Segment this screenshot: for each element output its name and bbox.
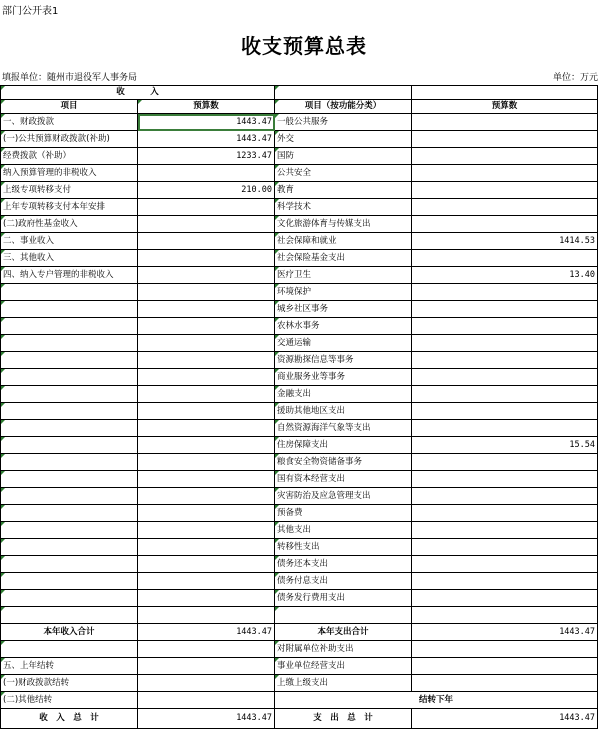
expense-value[interactable]: [412, 658, 598, 675]
table-row: [1, 641, 598, 658]
expense-value[interactable]: [412, 352, 598, 369]
expense-value[interactable]: [412, 318, 598, 335]
expense-item[interactable]: 教育: [275, 182, 412, 199]
table-row: [1, 420, 598, 437]
table-row: [1, 692, 598, 709]
income-value[interactable]: [138, 199, 275, 216]
income-item[interactable]: [1, 386, 138, 403]
expense-value[interactable]: [412, 607, 598, 624]
income-item[interactable]: 经费拨款（补助）: [1, 148, 138, 165]
income-header: 收 入: [1, 86, 275, 100]
income-value[interactable]: [138, 386, 275, 403]
expense-item[interactable]: 资源勘探信息等事务: [275, 352, 412, 369]
expense-item[interactable]: 对附属单位补助支出: [275, 641, 412, 658]
col-budget: 预算数: [138, 100, 275, 114]
income-item[interactable]: [1, 301, 138, 318]
expense-item[interactable]: 事业单位经营支出: [275, 658, 412, 675]
table-row: [1, 250, 598, 267]
expense-item[interactable]: 城乡社区事务: [275, 301, 412, 318]
table-row: [1, 165, 598, 182]
table-row: [1, 471, 598, 488]
expense-item[interactable]: 国防: [275, 148, 412, 165]
expense-value[interactable]: 1414.53: [412, 233, 598, 250]
expense-item[interactable]: 外交: [275, 131, 412, 148]
income-value[interactable]: [138, 250, 275, 267]
table-row: [1, 318, 598, 335]
income-value[interactable]: [138, 675, 275, 692]
expense-item[interactable]: 环境保护: [275, 284, 412, 301]
expense-item[interactable]: 社会保险基金支出: [275, 250, 412, 267]
income-value[interactable]: [138, 573, 275, 590]
income-value[interactable]: [138, 522, 275, 539]
expense-item[interactable]: 其他支出: [275, 522, 412, 539]
income-value[interactable]: [138, 301, 275, 318]
budget-table: [0, 85, 598, 729]
expense-item[interactable]: 金融支出: [275, 386, 412, 403]
income-item[interactable]: [1, 556, 138, 573]
table-row: [1, 114, 598, 131]
expense-item[interactable]: 一般公共服务: [275, 114, 412, 131]
income-item[interactable]: [1, 505, 138, 522]
income-item[interactable]: [1, 607, 138, 624]
income-value[interactable]: [138, 420, 275, 437]
expense-item[interactable]: 商业服务业等事务: [275, 369, 412, 386]
total-expense-value[interactable]: 1443.47: [412, 624, 598, 641]
table-row: [1, 267, 598, 284]
expense-item[interactable]: 债务还本支出: [275, 556, 412, 573]
expense-value[interactable]: [412, 216, 598, 233]
expense-item[interactable]: 文化旅游体育与传媒支出: [275, 216, 412, 233]
expense-value[interactable]: [412, 471, 598, 488]
income-item[interactable]: [1, 403, 138, 420]
grand-expense-label[interactable]: 支 出 总 计: [275, 709, 412, 729]
expense-value[interactable]: [412, 114, 598, 131]
expense-value[interactable]: [412, 420, 598, 437]
expense-value[interactable]: [412, 488, 598, 505]
col-item: 项目: [1, 100, 138, 114]
income-item[interactable]: 一、财政拨款: [1, 114, 138, 131]
income-value[interactable]: [138, 488, 275, 505]
income-item[interactable]: [1, 471, 138, 488]
expense-item[interactable]: 灾害防治及应急管理支出: [275, 488, 412, 505]
table-row: [1, 556, 598, 573]
expense-item[interactable]: 社会保障和就业: [275, 233, 412, 250]
income-item[interactable]: [1, 352, 138, 369]
expense-item[interactable]: 预备费: [275, 505, 412, 522]
table-row: [1, 505, 598, 522]
table-row: [1, 454, 598, 471]
income-value[interactable]: [138, 369, 275, 386]
expense-value[interactable]: [412, 641, 598, 658]
expense-value[interactable]: [412, 522, 598, 539]
table-row: [1, 590, 598, 607]
income-value[interactable]: [138, 607, 275, 624]
expense-item[interactable]: 粮食安全物资储备事务: [275, 454, 412, 471]
table-row: [1, 522, 598, 539]
expense-item[interactable]: 债务发行费用支出: [275, 590, 412, 607]
expense-item[interactable]: 上缴上级支出: [275, 675, 412, 692]
income-item[interactable]: [1, 420, 138, 437]
expense-value[interactable]: [412, 182, 598, 199]
money-unit: 单位：万元: [552, 73, 598, 83]
table-row: [1, 199, 598, 216]
income-item[interactable]: 二、事业收入: [1, 233, 138, 250]
expense-value[interactable]: [412, 556, 598, 573]
income-item[interactable]: [1, 641, 138, 658]
income-item[interactable]: 五、上年结转: [1, 658, 138, 675]
grand-income-value[interactable]: 1443.47: [138, 709, 275, 729]
total-income-value[interactable]: 1443.47: [138, 624, 275, 641]
filler-unit: 填报单位：随州市退役军人事务局: [2, 73, 138, 83]
expense-item[interactable]: 债务付息支出: [275, 573, 412, 590]
income-value[interactable]: [138, 556, 275, 573]
expense-value[interactable]: 15.54: [412, 437, 598, 454]
carry-next-label[interactable]: 结转下年: [275, 692, 598, 709]
income-item[interactable]: [1, 522, 138, 539]
table-row: [1, 301, 598, 318]
total-expense-label[interactable]: 本年支出合计: [275, 624, 412, 641]
income-value[interactable]: [138, 471, 275, 488]
table-row: [1, 607, 598, 624]
expense-value[interactable]: [412, 284, 598, 301]
income-value[interactable]: [138, 216, 275, 233]
income-value[interactable]: [138, 352, 275, 369]
expense-value[interactable]: [412, 148, 598, 165]
table-row: [1, 386, 598, 403]
income-item[interactable]: (一)公共预算财政拨款(补助): [1, 131, 138, 148]
income-item[interactable]: [1, 369, 138, 386]
other-carry-label[interactable]: (二)其他结转: [1, 692, 138, 709]
col-item-func: 项目（按功能分类）: [275, 100, 412, 114]
income-value[interactable]: [138, 454, 275, 471]
income-value[interactable]: [138, 437, 275, 454]
page-title: 收支预算总表: [241, 34, 367, 58]
income-item[interactable]: [1, 488, 138, 505]
income-item[interactable]: [1, 590, 138, 607]
expense-value[interactable]: [412, 573, 598, 590]
table-row: [1, 216, 598, 233]
expense-value[interactable]: [412, 539, 598, 556]
expense-item[interactable]: 自然资源海洋气象等支出: [275, 420, 412, 437]
expense-value[interactable]: [412, 369, 598, 386]
expense-item[interactable]: [275, 607, 412, 624]
table-row: [1, 539, 598, 556]
table-row: [1, 488, 598, 505]
grand-income-label[interactable]: 收 入 总 计: [1, 709, 138, 729]
expense-value[interactable]: [412, 165, 598, 182]
income-item[interactable]: 三、其他收入: [1, 250, 138, 267]
expense-value[interactable]: [412, 403, 598, 420]
expense-value[interactable]: [412, 386, 598, 403]
income-item[interactable]: 上年专项转移支付本年安排: [1, 199, 138, 216]
expense-item[interactable]: 医疗卫生: [275, 267, 412, 284]
income-item[interactable]: (一)财政拨款结转: [1, 675, 138, 692]
income-item[interactable]: 四、纳入专户管理的非税收入: [1, 267, 138, 284]
income-value[interactable]: [138, 233, 275, 250]
col-budget2: 预算数: [412, 100, 598, 114]
expense-item[interactable]: 转移性支出: [275, 539, 412, 556]
table-row: [1, 437, 598, 454]
expense-value[interactable]: [412, 335, 598, 352]
table-row: [1, 335, 598, 352]
sheet-label: 部门公开表1: [2, 6, 59, 17]
table-row: [1, 284, 598, 301]
table-row: [1, 403, 598, 420]
expense-item[interactable]: 农林水事务: [275, 318, 412, 335]
income-item[interactable]: 纳入预算管理的非税收入: [1, 165, 138, 182]
table-row: [1, 131, 598, 148]
table-row: [1, 369, 598, 386]
income-value[interactable]: [138, 318, 275, 335]
income-item[interactable]: [1, 454, 138, 471]
income-value[interactable]: [138, 658, 275, 675]
income-value[interactable]: [138, 284, 275, 301]
income-value[interactable]: [138, 539, 275, 556]
expense-value[interactable]: [412, 199, 598, 216]
other-carry-value[interactable]: [138, 692, 275, 709]
income-value[interactable]: 1443.47: [138, 131, 275, 148]
income-value[interactable]: [138, 641, 275, 658]
income-value[interactable]: 210.00: [138, 182, 275, 199]
income-value[interactable]: 1443.47: [138, 114, 275, 131]
income-value[interactable]: [138, 590, 275, 607]
expense-header-blank: [275, 86, 412, 100]
expense-item[interactable]: 国有资本经营支出: [275, 471, 412, 488]
income-value[interactable]: [138, 403, 275, 420]
table-row: [1, 573, 598, 590]
expense-item[interactable]: 住房保障支出: [275, 437, 412, 454]
income-item[interactable]: [1, 335, 138, 352]
expense-value[interactable]: [412, 131, 598, 148]
income-item[interactable]: [1, 318, 138, 335]
income-value[interactable]: [138, 267, 275, 284]
income-item[interactable]: [1, 437, 138, 454]
grand-expense-value[interactable]: 1443.47: [412, 709, 598, 729]
expense-item[interactable]: 科学技术: [275, 199, 412, 216]
income-item[interactable]: [1, 539, 138, 556]
expense-item[interactable]: 公共安全: [275, 165, 412, 182]
expense-value[interactable]: [412, 590, 598, 607]
expense-item[interactable]: 援助其他地区支出: [275, 403, 412, 420]
income-value[interactable]: [138, 505, 275, 522]
expense-value[interactable]: 13.40: [412, 267, 598, 284]
table-row: [1, 148, 598, 165]
expense-value[interactable]: [412, 301, 598, 318]
table-row: [1, 709, 598, 729]
table-row: [1, 352, 598, 369]
table-row: [1, 675, 598, 692]
income-item[interactable]: [1, 573, 138, 590]
expense-item[interactable]: 交通运输: [275, 335, 412, 352]
income-value[interactable]: [138, 335, 275, 352]
expense-header-blank2: [412, 86, 598, 100]
table-row: [1, 658, 598, 675]
expense-value[interactable]: [412, 250, 598, 267]
table-row: [1, 624, 598, 641]
expense-value[interactable]: [412, 675, 598, 692]
income-item[interactable]: 上级专项转移支付: [1, 182, 138, 199]
expense-value[interactable]: [412, 505, 598, 522]
table-row: [1, 182, 598, 199]
table-row: [1, 233, 598, 250]
income-item[interactable]: [1, 284, 138, 301]
income-value[interactable]: 1233.47: [138, 148, 275, 165]
income-value[interactable]: [138, 165, 275, 182]
income-item[interactable]: (二)政府性基金收入: [1, 216, 138, 233]
expense-value[interactable]: [412, 454, 598, 471]
total-income-label[interactable]: 本年收入合计: [1, 624, 138, 641]
